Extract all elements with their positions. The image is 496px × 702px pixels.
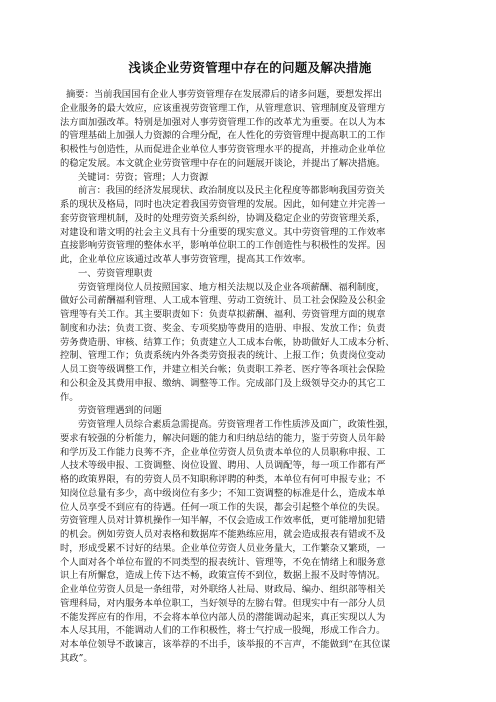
paragraph-line: 劳资管理人员对计算机操作一知半解，不仅会造成工作效率低，更可能增加犯错 bbox=[60, 515, 386, 527]
paragraph-line: 管理等有关工作。其主要职责如下：负责草拟薪酬、福利、劳资管理方面的规章 bbox=[60, 309, 386, 320]
paragraph-line: 不能发挥应有的作用，不会将本单位内部人员的潜能调动起来，真正实现以人为 bbox=[60, 611, 386, 623]
paragraph-line: 和学历及工作能力良莠不齐，企业单位劳资人员负责本单位的人员职称申报、工 bbox=[60, 446, 386, 458]
paragraph-line: 本人尽其用，不能调动人们的工作积极性，将士气拧成一股绳，形成工作合力。 bbox=[60, 625, 386, 637]
paragraph-line: 管理科局，对内服务本单位职工，当好领导的左膀右臂。但现实中有一部分人员 bbox=[60, 597, 386, 609]
document-page bbox=[60, 58, 440, 666]
keywords-line: 关键词：劳资；管理；人力资源 bbox=[78, 171, 209, 183]
paragraph-line: 对本单位领导不敢谏言，该举荐的不出手，该举报的不言声，不能做到“在其位谋 bbox=[60, 639, 391, 650]
paragraph-line: 要求有较强的分析能力，解决问题的能力和归纳总结的能力，鉴于劳资人员年龄 bbox=[60, 432, 386, 444]
paragraph-line: 和公积金及其费用申报、缴纳、调整等工作。完成部门及上级领导交办的其它工 bbox=[60, 377, 386, 389]
paragraph-line: 知岗位总量有多少，高中级岗位有多少；不知工资调整的标准是什么，造成本单 bbox=[60, 487, 386, 499]
paragraph-line: 格的政策界限，有的劳资人员不知职称评聘的种类，本单位有何可申报专业；不 bbox=[60, 474, 386, 485]
paragraph-line: 人技术等级申报、工资调整、岗位设置、聘用、人员调配等，每一项工作都有严 bbox=[60, 460, 386, 472]
paragraph-line: 人员工资等级调整工作，并建立相关台帐；负责职工养老、医疗等各项社会保险 bbox=[60, 364, 386, 375]
abstract-line: 摘要：当前我国国有企业人事劳资管理存在发展滞后的诸多问题，要想发挥出 bbox=[66, 89, 383, 100]
paragraph-line: 劳务费造册、审核、结算工作；负责建立人工成本台帐，协助做好人工成本分析、 bbox=[60, 336, 395, 348]
paragraph-line: 个人面对各个单位布置的不同类型的报表统计、管理等，不免在情绪上和服务意 bbox=[60, 556, 386, 568]
preface-line: 前言：我国的经济发展现状、政治制度以及民主化程度等都影响我国劳资关 bbox=[78, 185, 385, 197]
paragraph-line: 位人员享受不到应有的待遇。任何一项工作的失误，都会引起整个单位的失误。 bbox=[60, 501, 386, 513]
paragraph-line: 识上有所懈怠，造成上传下达不畅，政策宣传不到位，数据上报不及时等情况。 bbox=[60, 570, 386, 582]
section-heading: 一、劳资管理职责 bbox=[78, 267, 153, 279]
abstract-line: 法方面加强改革。特别是加强对人事劳资管理工作的改革尤为重要。在以人为本 bbox=[60, 116, 386, 128]
abstract-line: 的稳定发展。本文就企业劳资管理中存在的问题展开谈论，并提出了解决措施。 bbox=[60, 157, 386, 169]
document-body bbox=[60, 88, 440, 666]
paragraph-line: 作。 bbox=[60, 391, 79, 403]
paragraph-line: 做好公司薪酬福利管理、人工成本管理、劳动工资统计、员工社会保险及公积金 bbox=[60, 295, 386, 307]
abstract-line: 积极性与创造性，从而促进企业单位人事劳资管理水平的提高，并推动企业单位 bbox=[60, 144, 386, 155]
abstract-line: 的管理基础上加强人力资源的合理分配，在人性化的劳资管理中提高职工的工作 bbox=[60, 130, 386, 142]
paragraph-line: 制度和办法；负责工资、奖金、专项奖励等费用的造册、申报、发放工作；负责 bbox=[60, 322, 386, 334]
abstract-line: 企业服务的最大效应，应该重视劳资管理工作，从管理意识、管理制度及管理方 bbox=[60, 102, 386, 114]
paragraph-line: 时，形成受累不讨好的结果。企业单位劳资人员业务量大，工作繁杂又繁琐，一 bbox=[60, 542, 386, 554]
paragraph-line: 的机会。例如劳资人员对表格和数据库不能熟练应用，就会造成报表有错或不及 bbox=[60, 529, 386, 540]
paragraph-line: 其政”。 bbox=[60, 652, 93, 664]
preface-line: 直接影响劳资管理的整体水平，影响单位职工的工作创造性与积极性的发挥。因 bbox=[60, 240, 386, 252]
preface-line: 对建设和谐文明的社会主义具有十分重要的现实意义。其中劳资管理的工作效率 bbox=[60, 226, 386, 238]
paragraph-line: 控制、管理工作；负责系统内外各类劳资报表的统计、上报工作；负责岗位变动 bbox=[60, 350, 386, 362]
paragraph-line: 劳资管理人员综合素质急需提高。劳资管理者工作性质涉及面广，政策性强， bbox=[78, 419, 395, 430]
paragraph-line: 企业单位劳资人员是一条纽带，对外联络人社局、财政局、编办、组织部等相关 bbox=[60, 584, 386, 595]
section-heading: 劳资管理遇到的问题 bbox=[78, 405, 162, 417]
preface-line: 此，企业单位应该通过改革人事劳资管理，提高其工作效率。 bbox=[60, 254, 312, 265]
preface-line: 套劳资管理机制，及时的处理劳资关系纠纷，协调及稳定企业的劳资管理关系， bbox=[60, 212, 386, 224]
paragraph-line: 劳资管理岗位人员按照国家、地方相关法规以及企业各项薪酬、福利制度， bbox=[78, 281, 385, 293]
document-title: 浅谈企业劳资管理中存在的问题及解决措施 bbox=[128, 60, 372, 75]
preface-line: 系的现状及格局，同时也决定着我国劳资管理的发展。因此，如何建立并完善一 bbox=[60, 199, 386, 210]
